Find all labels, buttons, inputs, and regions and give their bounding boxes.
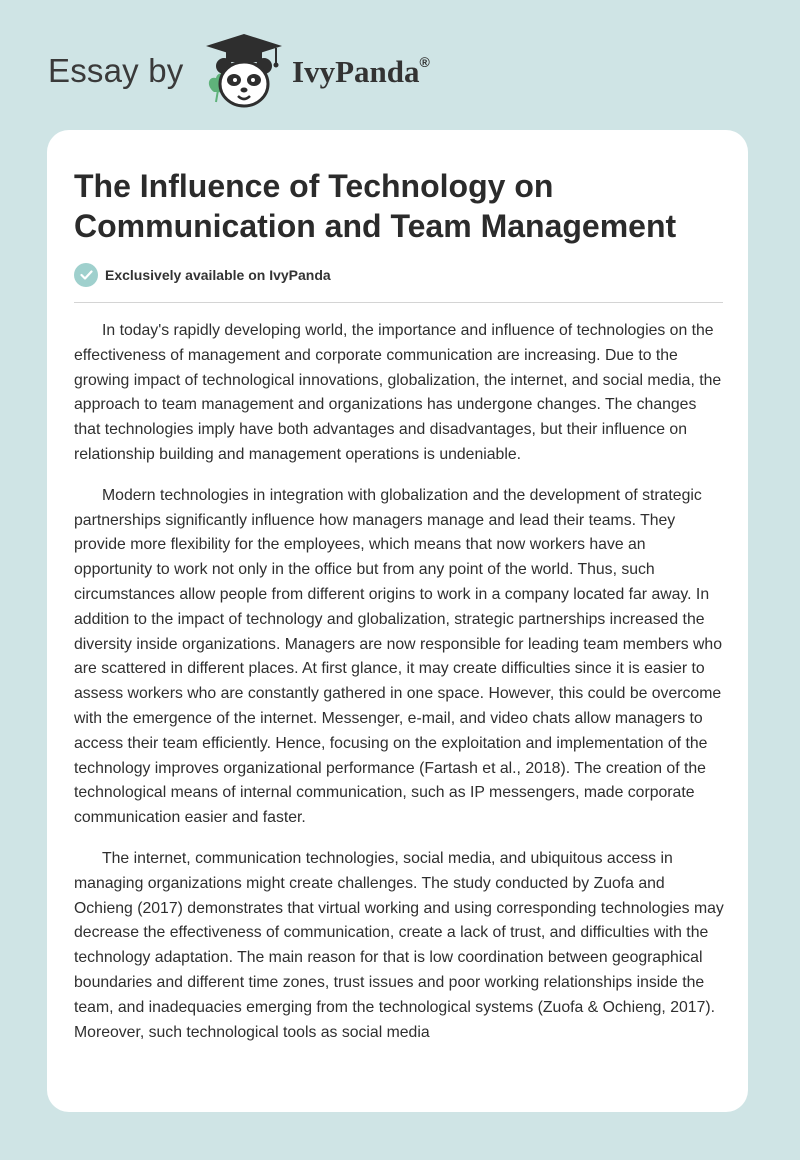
exclusive-badge bbox=[74, 262, 331, 288]
panda-logo-icon[interactable] bbox=[202, 30, 286, 114]
essay-title: The Influence of Technology on Communication and Team Management bbox=[74, 168, 677, 244]
paragraph: In today's rapidly developing world, the importance and influence of technologies on the effectiveness of management and corporate communication are increasing. Due to the growing impact of technological innovations, globalization, the internet, and social media, the approach to team management and organizations has undergone changes. The changes that technologies imply have both advantages and disadvantages, but their influence on relationship building and management operations is undeniable. bbox=[74, 322, 722, 463]
essay-card bbox=[47, 130, 748, 1112]
check-icon bbox=[74, 263, 98, 287]
trademark-symbol: ® bbox=[419, 53, 430, 70]
essay-body bbox=[74, 319, 726, 1061]
divider bbox=[74, 302, 723, 303]
ivypanda-brand[interactable] bbox=[292, 54, 430, 90]
brand-name-text: IvyPanda bbox=[292, 54, 420, 89]
exclusive-badge-text: Exclusively available on IvyPanda bbox=[105, 267, 331, 283]
essay-by-label: Essay by bbox=[48, 52, 184, 89]
paragraph: The internet, communication technologies, social media, and ubiquitous access in managing organizations might create challenges. The study conducted by Zuofa and Ochieng (2017) demonstrates that virtual working and using corresponding technologies may decrease the effectiveness of communication, create a lack of trust, and difficulties with the technology adaptation. The main reason for that is low coordination between geographical boundaries and different time zones, trust issues and poor working relationships inside the team, and inadequacies emerging from the technological systems (Zuofa & Ochieng, 2017). Moreover, such technological tools as social media bbox=[74, 849, 724, 1041]
site-header bbox=[0, 0, 800, 130]
paragraph: Modern technologies in integration with globalization and the development of strategic partnerships significantly influence how managers manage and lead their teams. They provide more flexibility for the employees, which means that now workers have an opportunity to work not only in the office but from any point of the world. Thus, such circumstances allow people from different origins to work in a company located far away. In addition to the impact of technology and globalization, strategic partnerships increased the diversity inside organizations. Managers are now responsible for leading team members who are scattered in different places. At first glance, it may create difficulties since it is easier to assess workers who are constantly gathered in one space. However, this could be overcome with the emergence of the internet. Messenger, e-mail, and video chats allow managers to access their team efficiently. Hence, focusing on the exploitation and implementation of the technology improves organizational performance (Fartash et al., 2018). The creation of the technological means of internal communication, such as IP messengers, made corporate communication easier and faster. bbox=[74, 486, 722, 827]
